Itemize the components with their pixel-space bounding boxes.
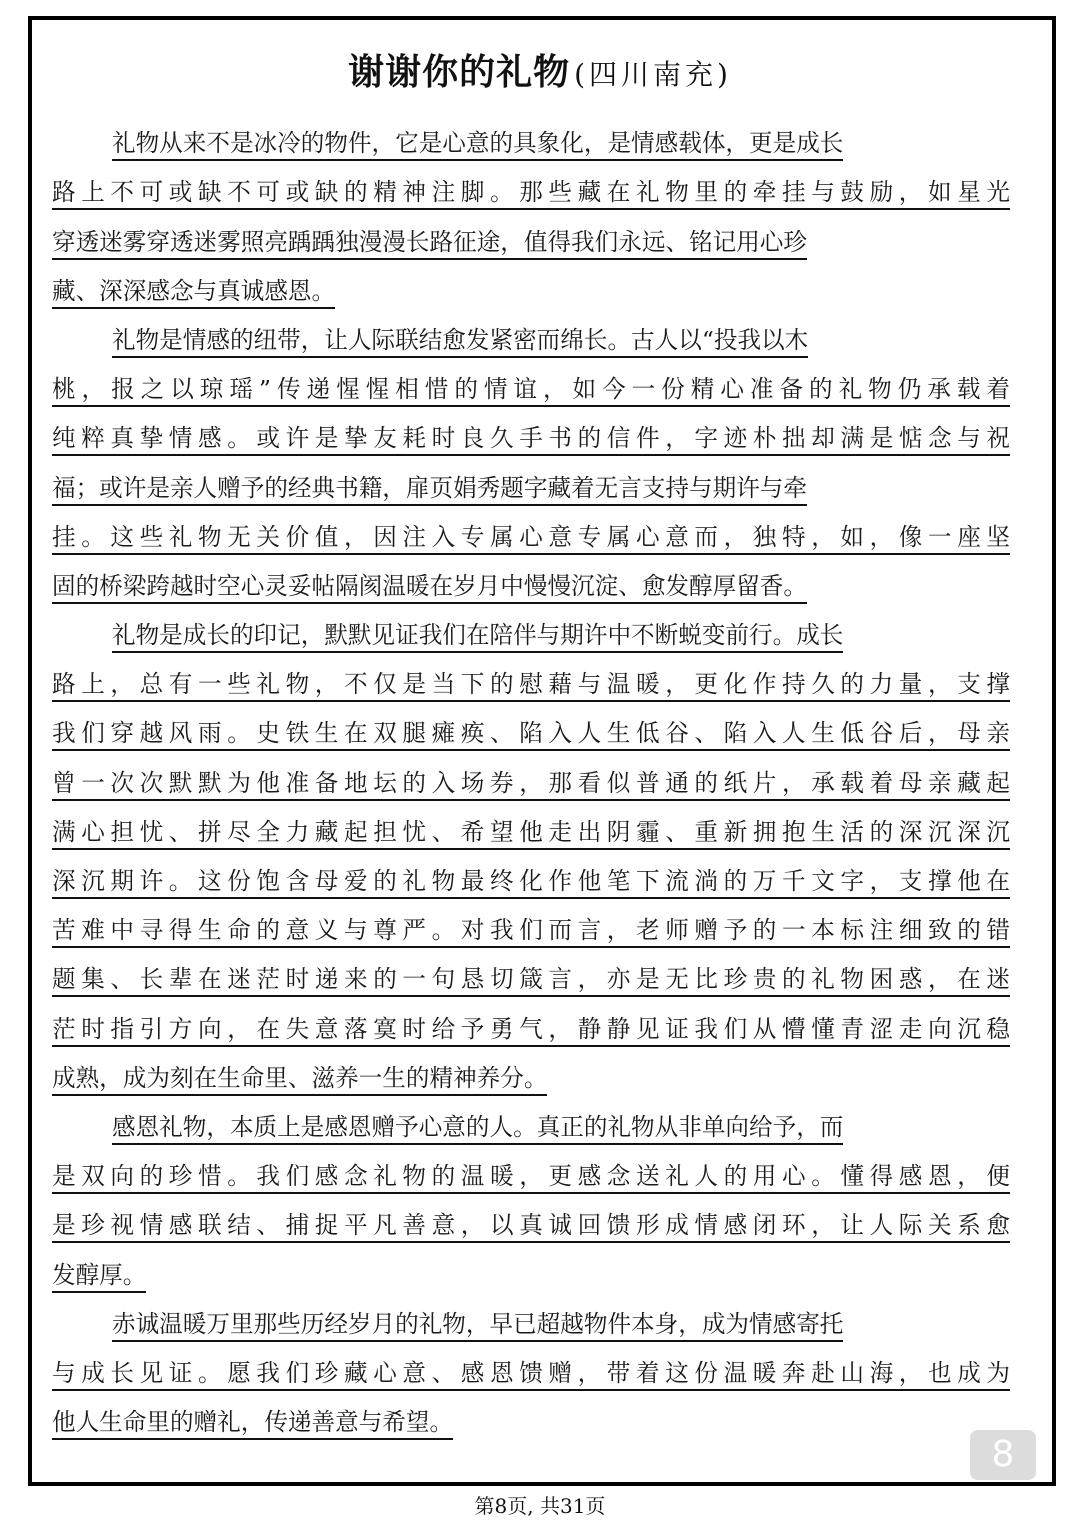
text-line bbox=[52, 559, 1010, 608]
line-text: 路上，总有一些礼物，不仅是当下的慰藉与温暖，更化作持久的力量，支撑 bbox=[52, 669, 1010, 702]
text-line bbox=[52, 1247, 1010, 1296]
text-line bbox=[52, 1297, 1010, 1346]
text-line bbox=[52, 1001, 1010, 1050]
text-line bbox=[52, 313, 1010, 362]
line-text: 深沉期许。这份饱含母爱的礼物最终化作他笔下流淌的万千文字，支撑他在 bbox=[52, 866, 1010, 899]
essay-body bbox=[52, 116, 1010, 1444]
line-text: 福；或许是亲人赠予的经典书籍，扉页娟秀题字藏着无言支持与期许与牵 bbox=[52, 473, 807, 506]
text-line bbox=[52, 460, 1010, 509]
line-text: 他人生命里的赠礼，传递善意与希望。 bbox=[52, 1407, 453, 1440]
title-region: (四川南充) bbox=[574, 58, 732, 91]
line-text: 礼物从来不是冰冷的物件，它是心意的具象化，是情感载体，更是成长 bbox=[112, 128, 843, 161]
text-line bbox=[52, 608, 1010, 657]
text-line bbox=[52, 264, 1010, 313]
essay-title bbox=[0, 44, 1080, 95]
line-text: 我们穿越风雨。史铁生在双腿瘫痪、陷入人生低谷、陷入人生低谷后，母亲 bbox=[52, 718, 1010, 751]
line-text: 是双向的珍惜。我们感念礼物的温暖，更感念送礼人的用心。懂得感恩，便 bbox=[52, 1161, 1010, 1194]
text-line bbox=[52, 165, 1010, 214]
text-line bbox=[52, 1346, 1010, 1395]
line-text: 路上不可或缺不可或缺的精神注脚。那些藏在礼物里的牵挂与鼓励，如星光 bbox=[52, 177, 1010, 210]
line-text: 穿透迷雾穿透迷雾照亮踽踽独漫漫长路征途，值得我们永远、铭记用心珍 bbox=[52, 227, 807, 260]
line-text: 桃，报之以琼瑶”传递惺惺相惜的情谊，如今一份精心准备的礼物仍承载着 bbox=[52, 374, 1010, 407]
text-line bbox=[52, 1149, 1010, 1198]
text-line bbox=[52, 854, 1010, 903]
line-text: 礼物是成长的印记，默默见证我们在陪伴与期许中不断蜕变前行。成长 bbox=[112, 620, 843, 653]
line-text: 苦难中寻得生命的意义与尊严。对我们而言，老师赠予的一本标注细致的错 bbox=[52, 915, 1010, 948]
text-line bbox=[52, 1100, 1010, 1149]
text-line bbox=[52, 1198, 1010, 1247]
text-line bbox=[52, 362, 1010, 411]
line-text: 满心担忧、拼尽全力藏起担忧、希望他走出阴霾、重新拥抱生活的深沉深沉 bbox=[52, 817, 1010, 850]
line-text: 挂。这些礼物无关价值，因注入专属心意专属心意而，独特，如，像一座坚 bbox=[52, 522, 1010, 555]
text-line bbox=[52, 805, 1010, 854]
line-text: 赤诚温暖万里那些历经岁月的礼物，早已超越物件本身，成为情感寄托 bbox=[112, 1309, 843, 1342]
line-text: 纯粹真挚情感。或许是挚友耗时良久手书的信件，字迹朴拙却满是惦念与祝 bbox=[52, 423, 1010, 456]
text-line bbox=[52, 903, 1010, 952]
line-text: 感恩礼物，本质上是感恩赠予心意的人。真正的礼物从非单向给予，而 bbox=[112, 1112, 843, 1145]
line-text: 是珍视情感联结、捕捉平凡善意，以真诚回馈形成情感闭环，让人际关系愈 bbox=[52, 1210, 1010, 1243]
line-text: 藏、深深感念与真诚感恩。 bbox=[52, 276, 335, 309]
line-text: 茫时指引方向，在失意落寞时给予勇气，静静见证我们从懵懂青涩走向沉稳 bbox=[52, 1014, 1010, 1047]
line-text: 礼物是情感的纽带，让人际联结愈发紧密而绵长。古人以“投我以木 bbox=[112, 325, 808, 358]
page-footer: 第8页, 共31页 bbox=[474, 1494, 606, 1518]
text-line bbox=[52, 657, 1010, 706]
text-line bbox=[52, 1395, 1010, 1444]
text-line bbox=[52, 706, 1010, 755]
text-line bbox=[52, 116, 1010, 165]
line-text: 与成长见证。愿我们珍藏心意、感恩馈赠，带着这份温暖奔赴山海，也成为 bbox=[52, 1358, 1010, 1391]
text-line bbox=[52, 755, 1010, 804]
page-number-badge: 8 bbox=[970, 1430, 1036, 1480]
line-text: 成熟，成为刻在生命里、滋养一生的精神养分。 bbox=[52, 1063, 547, 1096]
text-line bbox=[52, 510, 1010, 559]
text-line bbox=[52, 1051, 1010, 1100]
line-text: 题集、长辈在迷茫时递来的一句恳切箴言，亦是无比珍贵的礼物困惑，在迷 bbox=[52, 964, 1010, 997]
line-text: 发醇厚。 bbox=[52, 1260, 146, 1293]
line-text: 曾一次次默默为他准备地坛的入场券，那看似普通的纸片，承载着母亲藏起 bbox=[52, 768, 1010, 801]
line-text: 固的桥梁跨越时空心灵妥帖隔阂温暖在岁月中慢慢沉淀、愈发醇厚留香。 bbox=[52, 571, 807, 604]
text-line bbox=[52, 214, 1010, 263]
title-main: 谢谢你的礼物 bbox=[348, 52, 571, 93]
text-line bbox=[52, 952, 1010, 1001]
text-line bbox=[52, 411, 1010, 460]
